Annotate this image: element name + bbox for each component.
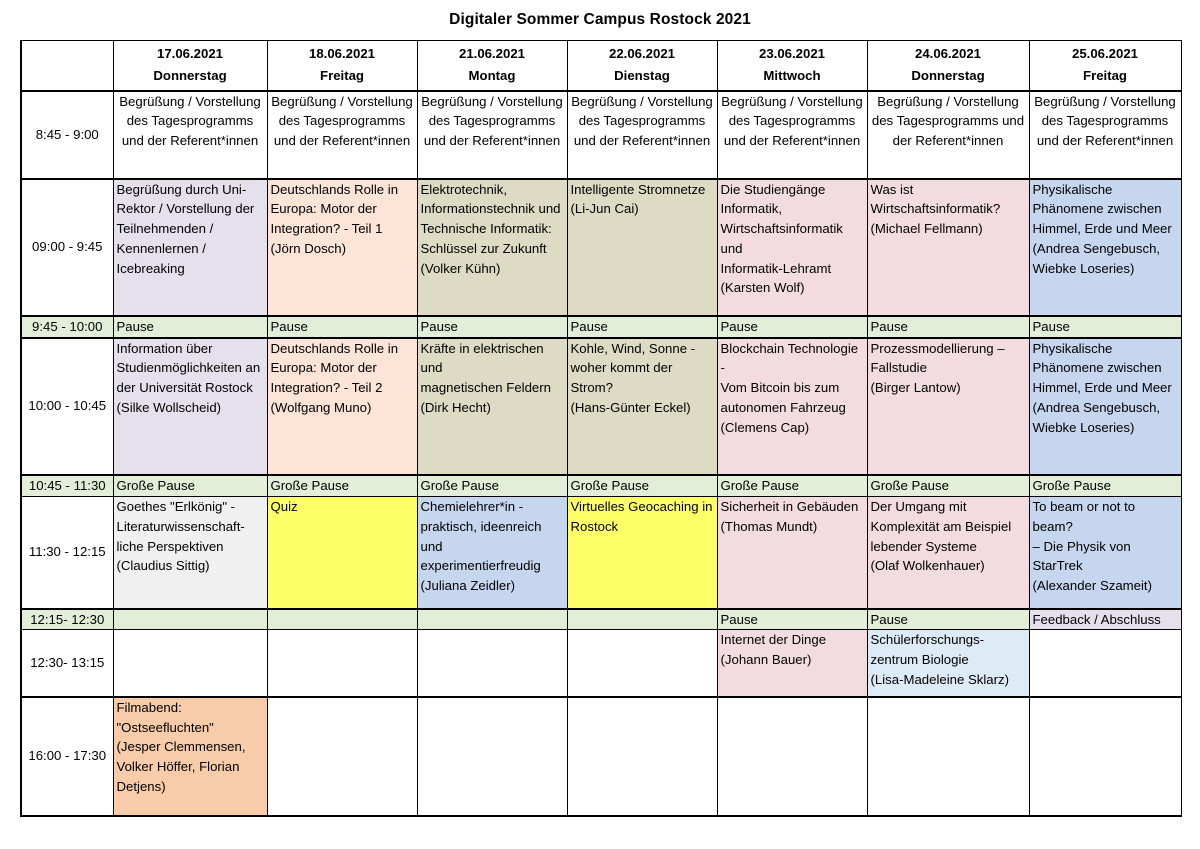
session-text: Die Studiengänge Informatik, Wirtschaftsinformatik und Informatik-Lehramt (Karsten Wolf): [720, 181, 843, 296]
session-text: Begrüßung / Vorstellung des Tagesprogramms und der Referent*innen: [119, 93, 261, 149]
session-text: Deutschlands Rolle in Europa: Motor der Integration? - Teil 1 (Jörn Dosch): [270, 181, 399, 256]
session-text: Begrüßung durch Uni- Rektor / Vorstellung der Teilnehmenden / Kennenlernen / Icebreaking: [116, 181, 255, 276]
session-text: Was ist Wirtschaftsinformatik? (Michael Fellmann): [870, 181, 1001, 237]
pause-cell: [567, 609, 717, 630]
session-cell: [267, 697, 417, 816]
session-text: Pause: [270, 318, 308, 334]
session-text: Feedback / Abschluss: [1032, 611, 1161, 627]
pause-cell: [267, 316, 417, 338]
session-cell: [267, 497, 417, 609]
session-cell: [267, 338, 417, 475]
pause-cell: [113, 475, 267, 497]
session-text: Chemielehrer*in - praktisch, ideenreich und experimentierfreudig (Juliana Zeidler): [420, 499, 542, 594]
slot-row: [21, 338, 1181, 475]
session-text: Schülerforschungs- zentrum Biologie (Lisa-Madeleine Sklarz): [870, 632, 1010, 687]
session-text: Kohle, Wind, Sonne - woher kommt der Strom? (Hans-Günter Eckel): [570, 340, 696, 415]
day-header: [567, 41, 717, 91]
pause-cell: [1029, 609, 1181, 630]
pause-cell: [417, 609, 567, 630]
session-text: Pause: [116, 318, 154, 334]
session-cell: [1029, 697, 1181, 816]
pause-cell: [717, 316, 867, 338]
session-text: Physikalische Phänomene zwischen Himmel, Erde und Meer (Andrea Sengebusch, Wiebke Loseries): [1032, 181, 1172, 276]
time-cell: 10:45 - 11:30: [21, 475, 113, 497]
session-text: Information über Studienmöglichkeiten an der Universität Rostock (Silke Wollscheid): [116, 340, 261, 415]
pause-cell: [113, 609, 267, 630]
session-cell: [867, 338, 1029, 475]
day-date: 18.06.2021: [308, 46, 375, 62]
pause-cell: [867, 475, 1029, 497]
session-text: Internet der Dinge (Johann Bauer): [720, 632, 827, 668]
session-cell: [417, 697, 567, 816]
time-cell: 11:30 - 12:15: [21, 497, 113, 609]
session-text: Begrüßung / Vorstellung des Tagesprogramms und der Referent*innen: [571, 93, 713, 149]
day-date: 23.06.2021: [758, 46, 825, 62]
day-weekday: Mittwoch: [763, 68, 821, 84]
session-text: Quiz: [270, 499, 298, 514]
session-cell: [113, 497, 267, 609]
session-text: Pause: [870, 611, 908, 627]
session-cell: [717, 497, 867, 609]
session-text: Begrüßung / Vorstellung des Tagesprogramms und der Referent*innen: [271, 93, 413, 149]
session-cell: [1029, 630, 1181, 697]
pause-cell: [267, 609, 417, 630]
pause-cell: [867, 609, 1029, 630]
slot-row: [21, 179, 1181, 316]
pause-cell: [113, 316, 267, 338]
session-cell: [567, 630, 717, 697]
session-cell: [267, 630, 417, 697]
slot-row: [21, 316, 1181, 338]
session-cell: [1029, 179, 1181, 316]
session-text: Deutschlands Rolle in Europa: Motor der Integration? - Teil 2 (Wolfgang Muno): [270, 340, 399, 415]
session-text: Pause: [570, 318, 608, 334]
session-text: Große Pause: [570, 477, 649, 493]
session-text: Pause: [870, 318, 908, 334]
session-cell: [113, 338, 267, 475]
day-header: [113, 41, 267, 91]
session-cell: [717, 630, 867, 697]
session-cell: [567, 338, 717, 475]
day-weekday: Freitag: [1083, 68, 1127, 84]
session-cell: [113, 630, 267, 697]
time-cell: 9:45 - 10:00: [21, 316, 113, 338]
session-cell: [1029, 338, 1181, 475]
time-cell: 10:00 - 10:45: [21, 338, 113, 475]
session-text: To beam or not to beam? – Die Physik von StarTrek (Alexander Szameit): [1032, 499, 1152, 594]
session-cell: [267, 91, 417, 179]
session-cell: [717, 91, 867, 179]
pause-cell: [567, 316, 717, 338]
session-text: Große Pause: [270, 477, 349, 493]
slot-row: [21, 609, 1181, 630]
session-cell: [867, 179, 1029, 316]
day-header: [417, 41, 567, 91]
pause-cell: [417, 316, 567, 338]
corner-cell: [21, 41, 113, 91]
session-cell: [717, 179, 867, 316]
pause-cell: [567, 475, 717, 497]
pause-cell: [417, 475, 567, 497]
session-cell: [113, 91, 267, 179]
session-text: Pause: [420, 318, 458, 334]
session-text: Begrüßung / Vorstellung des Tagesprogramms und der Referent*innen: [721, 93, 863, 149]
day-header: [867, 41, 1029, 91]
session-text: Kräfte in elektrischen und magnetischen Feldern (Dirk Hecht): [420, 340, 551, 415]
day-weekday: Dienstag: [614, 68, 670, 84]
time-cell: 12:30- 13:15: [21, 630, 113, 697]
session-text: Prozessmodellierung – Fallstudie (Birger Lantow): [870, 340, 1005, 396]
day-weekday: Freitag: [320, 68, 364, 84]
time-cell: 8:45 - 9:00: [21, 91, 113, 179]
session-cell: [113, 697, 267, 816]
session-cell: [717, 697, 867, 816]
day-date: 25.06.2021: [1071, 46, 1138, 62]
session-cell: [867, 497, 1029, 609]
day-weekday: Donnerstag: [911, 68, 985, 84]
session-cell: [717, 338, 867, 475]
pause-cell: [717, 609, 867, 630]
day-date: 17.06.2021: [156, 46, 223, 62]
session-text: Große Pause: [1032, 477, 1111, 493]
session-text: Große Pause: [116, 477, 195, 493]
session-text: Große Pause: [420, 477, 499, 493]
time-cell: 16:00 - 17:30: [21, 697, 113, 816]
day-date: 24.06.2021: [914, 46, 981, 62]
session-text: Der Umgang mit Komplexität am Beispiel lebender Systeme (Olaf Wolkenhauer): [870, 499, 1012, 574]
session-cell: [267, 179, 417, 316]
day-weekday: Donnerstag: [153, 68, 227, 84]
session-cell: [1029, 497, 1181, 609]
session-cell: [567, 179, 717, 316]
pause-cell: [267, 475, 417, 497]
session-cell: [867, 91, 1029, 179]
schedule-title: Digitaler Sommer Campus Rostock 2021: [449, 11, 751, 28]
slot-row: [21, 91, 1181, 179]
session-cell: [867, 697, 1029, 816]
session-cell: [417, 179, 567, 316]
session-cell: [567, 91, 717, 179]
session-cell: [417, 338, 567, 475]
day-header: [717, 41, 867, 91]
pause-cell: [867, 316, 1029, 338]
day-date: 22.06.2021: [608, 46, 675, 62]
session-cell: [567, 697, 717, 816]
slot-row: [21, 475, 1181, 497]
session-text: Pause: [1032, 318, 1070, 334]
session-text: Virtuelles Geocaching in Rostock: [570, 499, 713, 534]
session-text: Begrüßung / Vorstellung des Tagesprogramms und der Referent*innen: [421, 93, 563, 149]
session-text: Physikalische Phänomene zwischen Himmel, Erde und Meer (Andrea Sengebusch, Wiebke Loseries): [1032, 340, 1172, 435]
time-cell: 12:15- 12:30: [21, 609, 113, 630]
day-header: [267, 41, 417, 91]
pause-cell: [1029, 475, 1181, 497]
session-cell: [1029, 91, 1181, 179]
session-text: Pause: [720, 318, 758, 334]
header-row: [21, 41, 1181, 91]
session-text: Große Pause: [720, 477, 799, 493]
day-date: 21.06.2021: [458, 46, 525, 62]
pause-cell: [717, 475, 867, 497]
session-cell: [417, 630, 567, 697]
session-text: Begrüßung / Vorstellung des Tagesprogramms und der Referent*innen: [1034, 93, 1176, 149]
session-text: Filmabend: "Ostseefluchten" (Jesper Clemmensen, Volker Höffer, Florian Detjens): [116, 699, 246, 794]
session-text: Blockchain Technologie - Vom Bitcoin bis zum autonomen Fahrzeug (Clemens Cap): [720, 340, 859, 435]
session-text: Pause: [720, 611, 758, 627]
session-cell: [867, 630, 1029, 697]
session-cell: [113, 179, 267, 316]
day-weekday: Montag: [468, 68, 516, 84]
session-text: Begrüßung / Vorstellung des Tagesprogramms und der Referent*innen: [871, 93, 1025, 149]
pause-cell: [1029, 316, 1181, 338]
session-text: Große Pause: [870, 477, 949, 493]
day-header: [1029, 41, 1181, 91]
session-cell: [567, 497, 717, 609]
session-text: Sicherheit in Gebäuden (Thomas Mundt): [720, 499, 859, 534]
slot-row: [21, 630, 1181, 697]
session-cell: [417, 497, 567, 609]
slot-row: [21, 697, 1181, 816]
session-text: Goethes "Erlkönig" - Literaturwissenschaft- liche Perspektiven (Claudius Sittig): [116, 499, 245, 574]
schedule-table: [20, 40, 1182, 817]
session-text: Elektrotechnik, Informationstechnik und Technische Informatik: Schlüssel zur Zukunft (Volker Kühn): [420, 181, 561, 276]
session-cell: [417, 91, 567, 179]
time-cell: 09:00 - 9:45: [21, 179, 113, 316]
slot-row: [21, 497, 1181, 609]
session-text: Intelligente Stromnetze (Li-Jun Cai): [570, 181, 706, 217]
